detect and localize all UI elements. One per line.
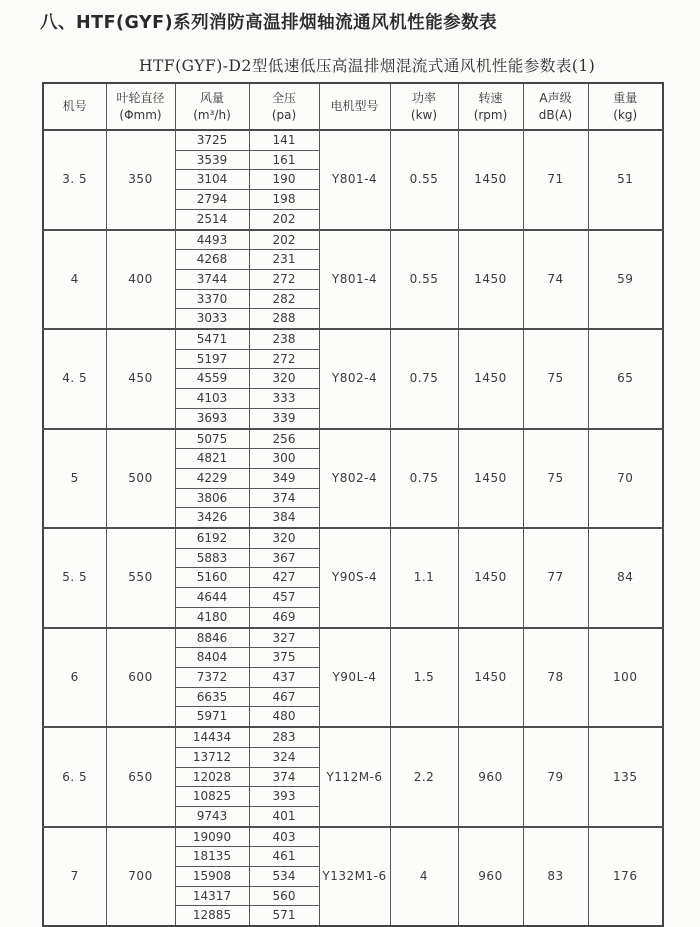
cell-weight: 70 (588, 429, 663, 529)
cell-airflow: 4180 (175, 607, 249, 627)
cell-airflow: 3370 (175, 289, 249, 309)
cell-pressure: 480 (249, 707, 319, 727)
cell-pressure: 231 (249, 250, 319, 270)
cell-airflow: 2514 (175, 209, 249, 229)
cell-noise-level: 75 (523, 429, 588, 529)
cell-airflow: 5197 (175, 349, 249, 369)
cell-airflow: 6192 (175, 528, 249, 548)
cell-pressure: 375 (249, 648, 319, 668)
cell-diameter: 400 (106, 230, 175, 330)
cell-pressure: 320 (249, 528, 319, 548)
cell-pressure: 437 (249, 667, 319, 687)
table-row (43, 827, 663, 847)
cell-airflow: 3693 (175, 408, 249, 428)
cell-weight: 59 (588, 230, 663, 330)
cell-motor-model: Y801-4 (319, 130, 390, 230)
col-header-8: 重量 (kg) (588, 83, 663, 130)
cell-motor-model: Y112M-6 (319, 727, 390, 827)
cell-pressure: 403 (249, 827, 319, 847)
cell-airflow: 3725 (175, 130, 249, 150)
cell-airflow: 5471 (175, 329, 249, 349)
cell-weight: 100 (588, 628, 663, 728)
cell-model-no: 5 (43, 429, 106, 529)
cell-airflow: 5075 (175, 429, 249, 449)
cell-pressure: 327 (249, 628, 319, 648)
table-row (43, 329, 663, 349)
table-subtitle: HTF(GYF)-D2型低速低压高温排烟混流式通风机性能参数表(1) (139, 57, 596, 75)
cell-airflow: 4493 (175, 230, 249, 250)
cell-speed: 1450 (458, 528, 523, 628)
cell-pressure: 300 (249, 449, 319, 469)
cell-airflow: 3806 (175, 488, 249, 508)
cell-weight: 51 (588, 130, 663, 230)
cell-airflow: 8404 (175, 648, 249, 668)
cell-pressure: 349 (249, 468, 319, 488)
cell-pressure: 324 (249, 747, 319, 767)
cell-airflow: 8846 (175, 628, 249, 648)
cell-airflow: 3104 (175, 170, 249, 190)
cell-pressure: 571 (249, 906, 319, 926)
col-header-2: 风量 (m³/h) (175, 83, 249, 130)
cell-model-no: 5. 5 (43, 528, 106, 628)
cell-pressure: 333 (249, 389, 319, 409)
cell-pressure: 384 (249, 508, 319, 528)
cell-diameter: 550 (106, 528, 175, 628)
cell-diameter: 450 (106, 329, 175, 429)
cell-model-no: 4 (43, 230, 106, 330)
col-header-3: 全压 (pa) (249, 83, 319, 130)
table-row (43, 628, 663, 648)
cell-pressure: 461 (249, 847, 319, 867)
cell-pressure: 467 (249, 687, 319, 707)
cell-noise-level: 78 (523, 628, 588, 728)
table-row (43, 429, 663, 449)
cell-speed: 960 (458, 827, 523, 927)
cell-pressure: 288 (249, 309, 319, 329)
cell-pressure: 202 (249, 209, 319, 229)
cell-power: 0.55 (390, 230, 458, 330)
cell-noise-level: 71 (523, 130, 588, 230)
cell-airflow: 5160 (175, 568, 249, 588)
cell-diameter: 650 (106, 727, 175, 827)
cell-weight: 65 (588, 329, 663, 429)
cell-pressure: 238 (249, 329, 319, 349)
cell-pressure: 198 (249, 190, 319, 210)
cell-airflow: 10825 (175, 787, 249, 807)
cell-motor-model: Y132M1-6 (319, 827, 390, 927)
cell-pressure: 141 (249, 130, 319, 150)
cell-pressure: 272 (249, 269, 319, 289)
fan-table-body (43, 130, 663, 926)
cell-pressure: 202 (249, 230, 319, 250)
cell-pressure: 339 (249, 408, 319, 428)
cell-power: 0.75 (390, 429, 458, 529)
cell-diameter: 600 (106, 628, 175, 728)
cell-airflow: 5971 (175, 707, 249, 727)
cell-pressure: 374 (249, 767, 319, 787)
cell-noise-level: 83 (523, 827, 588, 927)
cell-pressure: 367 (249, 548, 319, 568)
cell-pressure: 534 (249, 867, 319, 887)
fan-table (42, 82, 664, 927)
cell-airflow: 9743 (175, 806, 249, 826)
cell-power: 0.55 (390, 130, 458, 230)
cell-pressure: 393 (249, 787, 319, 807)
cell-model-no: 3. 5 (43, 130, 106, 230)
cell-pressure: 272 (249, 349, 319, 369)
col-header-0: 机号 (43, 83, 106, 130)
cell-airflow: 19090 (175, 827, 249, 847)
cell-speed: 1450 (458, 230, 523, 330)
cell-noise-level: 79 (523, 727, 588, 827)
cell-airflow: 12885 (175, 906, 249, 926)
table-row (43, 130, 663, 150)
cell-airflow: 18135 (175, 847, 249, 867)
cell-pressure: 283 (249, 727, 319, 747)
cell-pressure: 401 (249, 806, 319, 826)
cell-motor-model: Y90L-4 (319, 628, 390, 728)
cell-pressure: 457 (249, 588, 319, 608)
cell-noise-level: 74 (523, 230, 588, 330)
col-header-7: A声级 dB(A) (523, 83, 588, 130)
cell-motor-model: Y802-4 (319, 429, 390, 529)
cell-motor-model: Y802-4 (319, 329, 390, 429)
cell-weight: 176 (588, 827, 663, 927)
cell-airflow: 12028 (175, 767, 249, 787)
col-header-6: 转速 (rpm) (458, 83, 523, 130)
cell-speed: 1450 (458, 628, 523, 728)
cell-diameter: 350 (106, 130, 175, 230)
cell-airflow: 4559 (175, 369, 249, 389)
cell-pressure: 320 (249, 369, 319, 389)
cell-airflow: 6635 (175, 687, 249, 707)
cell-diameter: 700 (106, 827, 175, 927)
cell-airflow: 2794 (175, 190, 249, 210)
cell-airflow: 7372 (175, 667, 249, 687)
cell-weight: 84 (588, 528, 663, 628)
cell-airflow: 5883 (175, 548, 249, 568)
cell-airflow: 14317 (175, 886, 249, 906)
cell-pressure: 560 (249, 886, 319, 906)
cell-pressure: 190 (249, 170, 319, 190)
cell-speed: 1450 (458, 130, 523, 230)
cell-pressure: 374 (249, 488, 319, 508)
col-header-4: 电机型号 (319, 83, 390, 130)
cell-model-no: 7 (43, 827, 106, 927)
cell-speed: 1450 (458, 429, 523, 529)
cell-airflow: 15908 (175, 867, 249, 887)
table-row (43, 727, 663, 747)
cell-pressure: 282 (249, 289, 319, 309)
cell-pressure: 161 (249, 150, 319, 170)
cell-model-no: 4. 5 (43, 329, 106, 429)
cell-power: 2.2 (390, 727, 458, 827)
cell-power: 1.5 (390, 628, 458, 728)
cell-airflow: 4268 (175, 250, 249, 270)
page-title: 八、HTF(GYF)系列消防高温排烟轴流通风机性能参数表 (40, 13, 498, 33)
col-header-5: 功率 (kw) (390, 83, 458, 130)
cell-speed: 960 (458, 727, 523, 827)
cell-power: 1.1 (390, 528, 458, 628)
col-header-1: 叶轮直径 (Φmm) (106, 83, 175, 130)
cell-airflow: 4821 (175, 449, 249, 469)
cell-airflow: 13712 (175, 747, 249, 767)
cell-airflow: 4103 (175, 389, 249, 409)
cell-power: 0.75 (390, 329, 458, 429)
cell-noise-level: 75 (523, 329, 588, 429)
cell-noise-level: 77 (523, 528, 588, 628)
cell-motor-model: Y801-4 (319, 230, 390, 330)
cell-airflow: 4644 (175, 588, 249, 608)
cell-airflow: 4229 (175, 468, 249, 488)
cell-speed: 1450 (458, 329, 523, 429)
cell-motor-model: Y90S-4 (319, 528, 390, 628)
cell-power: 4 (390, 827, 458, 927)
cell-airflow: 14434 (175, 727, 249, 747)
cell-airflow: 3033 (175, 309, 249, 329)
cell-pressure: 469 (249, 607, 319, 627)
cell-model-no: 6 (43, 628, 106, 728)
cell-airflow: 3539 (175, 150, 249, 170)
cell-airflow: 3426 (175, 508, 249, 528)
table-row (43, 230, 663, 250)
cell-weight: 135 (588, 727, 663, 827)
header-row (43, 83, 663, 130)
table-row (43, 528, 663, 548)
cell-airflow: 3744 (175, 269, 249, 289)
cell-diameter: 500 (106, 429, 175, 529)
cell-pressure: 256 (249, 429, 319, 449)
cell-model-no: 6. 5 (43, 727, 106, 827)
cell-pressure: 427 (249, 568, 319, 588)
